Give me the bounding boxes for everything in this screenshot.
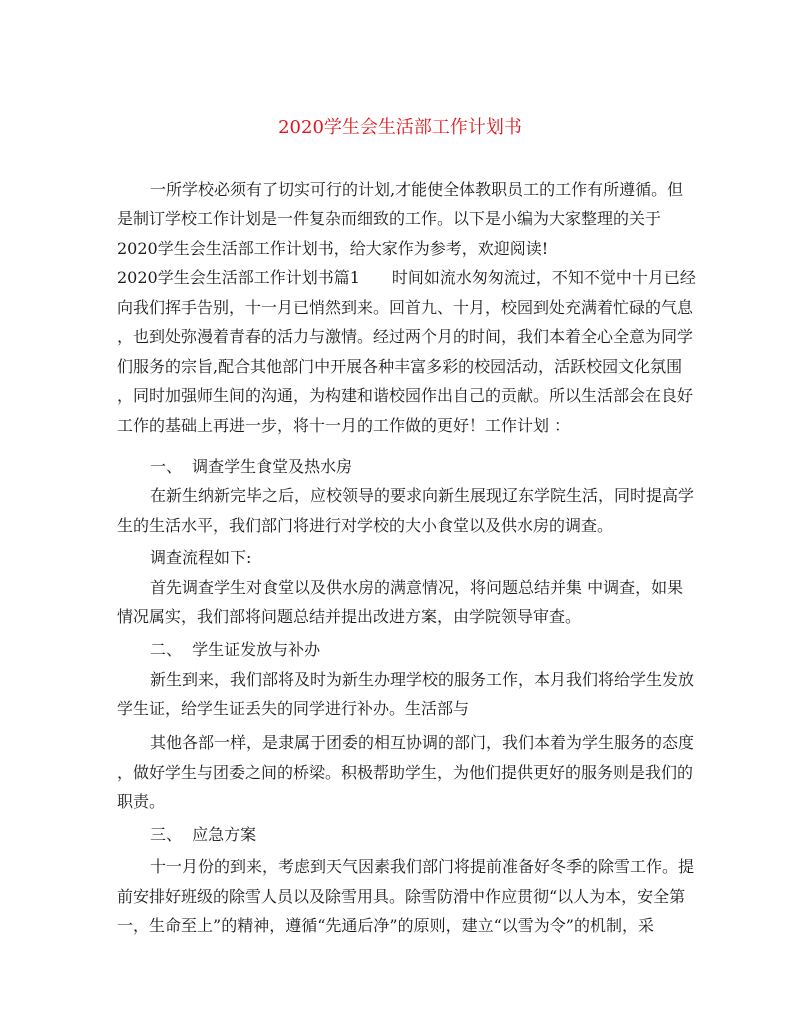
paragraph-line: 新生到来，我们部将及时为新生办理学校的服务工作，本月我们将给学生发放 <box>150 670 695 689</box>
paragraph-line: ，同时加强师生间的沟通，为构建和谐校园作出自己的贡献。所以生活部会在良好 <box>117 386 694 405</box>
paragraph-line: 一，生命至上”的精神，遵循“先通后净”的原则，建立“以雪为令”的机制，采 <box>117 916 654 935</box>
paragraph-line: 职责。 <box>117 792 166 811</box>
document-title: 2020学生会生活部工作计划书 <box>278 117 522 138</box>
section-heading: 一、 调查学生食堂及热水房 <box>150 457 353 476</box>
paragraph-line: 们服务的宗旨,配合其他部门中开展各种丰富多彩的校园活动，活跃校园文化氛围 <box>117 357 683 376</box>
paragraph-line: 其他各部一样，是隶属于团委的相互协调的部门，我们本着为学生服务的态度 <box>150 733 695 752</box>
paragraph-line: 一所学校必须有了切实可行的计划,才能使全体教职员工的工作有所遵循。但 <box>150 180 684 199</box>
paragraph-line: 生的生活水平，我们部门将进行对学校的大小食堂以及供水房的调查。 <box>117 516 614 535</box>
section-heading: 三、 应急方案 <box>150 825 257 844</box>
paragraph-line: ，也到处弥漫着青春的活力与激情。经过两个月的时间，我们本着全心全意为同学 <box>117 327 694 346</box>
paragraph-line: 前安排好班级的除雪人员以及除雪用具。除雪防滑中作应贯彻“以人为本，安全第 <box>117 887 686 906</box>
paragraph-line: 学生证，给学生证丢失的同学进行补办。生活部与 <box>117 699 470 718</box>
paragraph-line: ，做好学生与团委之间的桥梁。积极帮助学生，为他们提供更好的服务则是我们的 <box>117 763 694 782</box>
section-heading: 二、 学生证发放与补办 <box>150 640 321 659</box>
paragraph-line: 调查流程如下: <box>150 548 252 567</box>
paragraph-line: 首先调查学生对食堂以及供水房的满意情况，将问题总结并集 中调查，如果 <box>150 578 684 597</box>
paragraph-line: 十一月份的到来，考虑到天气因素我们部门将提前准备好冬季的除雪工作。提 <box>150 857 695 876</box>
paragraph-line: 情况属实，我们部将问题总结并提出改进方案，由学院领导审查。 <box>117 607 582 626</box>
paragraph-line: 向我们挥手告别，十一月已悄然到来。回首九、十月，校园到处充满着忙碌的气息 <box>117 298 694 317</box>
paragraph-line: 2020学生会生活部工作计划书篇1 时间如流水匆匆流过，不知不觉中十月已经 <box>117 268 696 287</box>
paragraph-line: 在新生纳新完毕之后，应校领导的要求向新生展现辽东学院生活，同时提高学 <box>150 486 695 505</box>
paragraph-line: 是制订学校工作计划是一件复杂而细致的工作。以下是小编为大家整理的关于 <box>117 209 662 228</box>
paragraph-line: 工作的基础上再进一步，将十一月的工作做的更好！工作计划 ： <box>117 416 571 435</box>
paragraph-line: 2020学生会生活部工作计划书，给大家作为参考，欢迎阅读! <box>117 239 549 258</box>
